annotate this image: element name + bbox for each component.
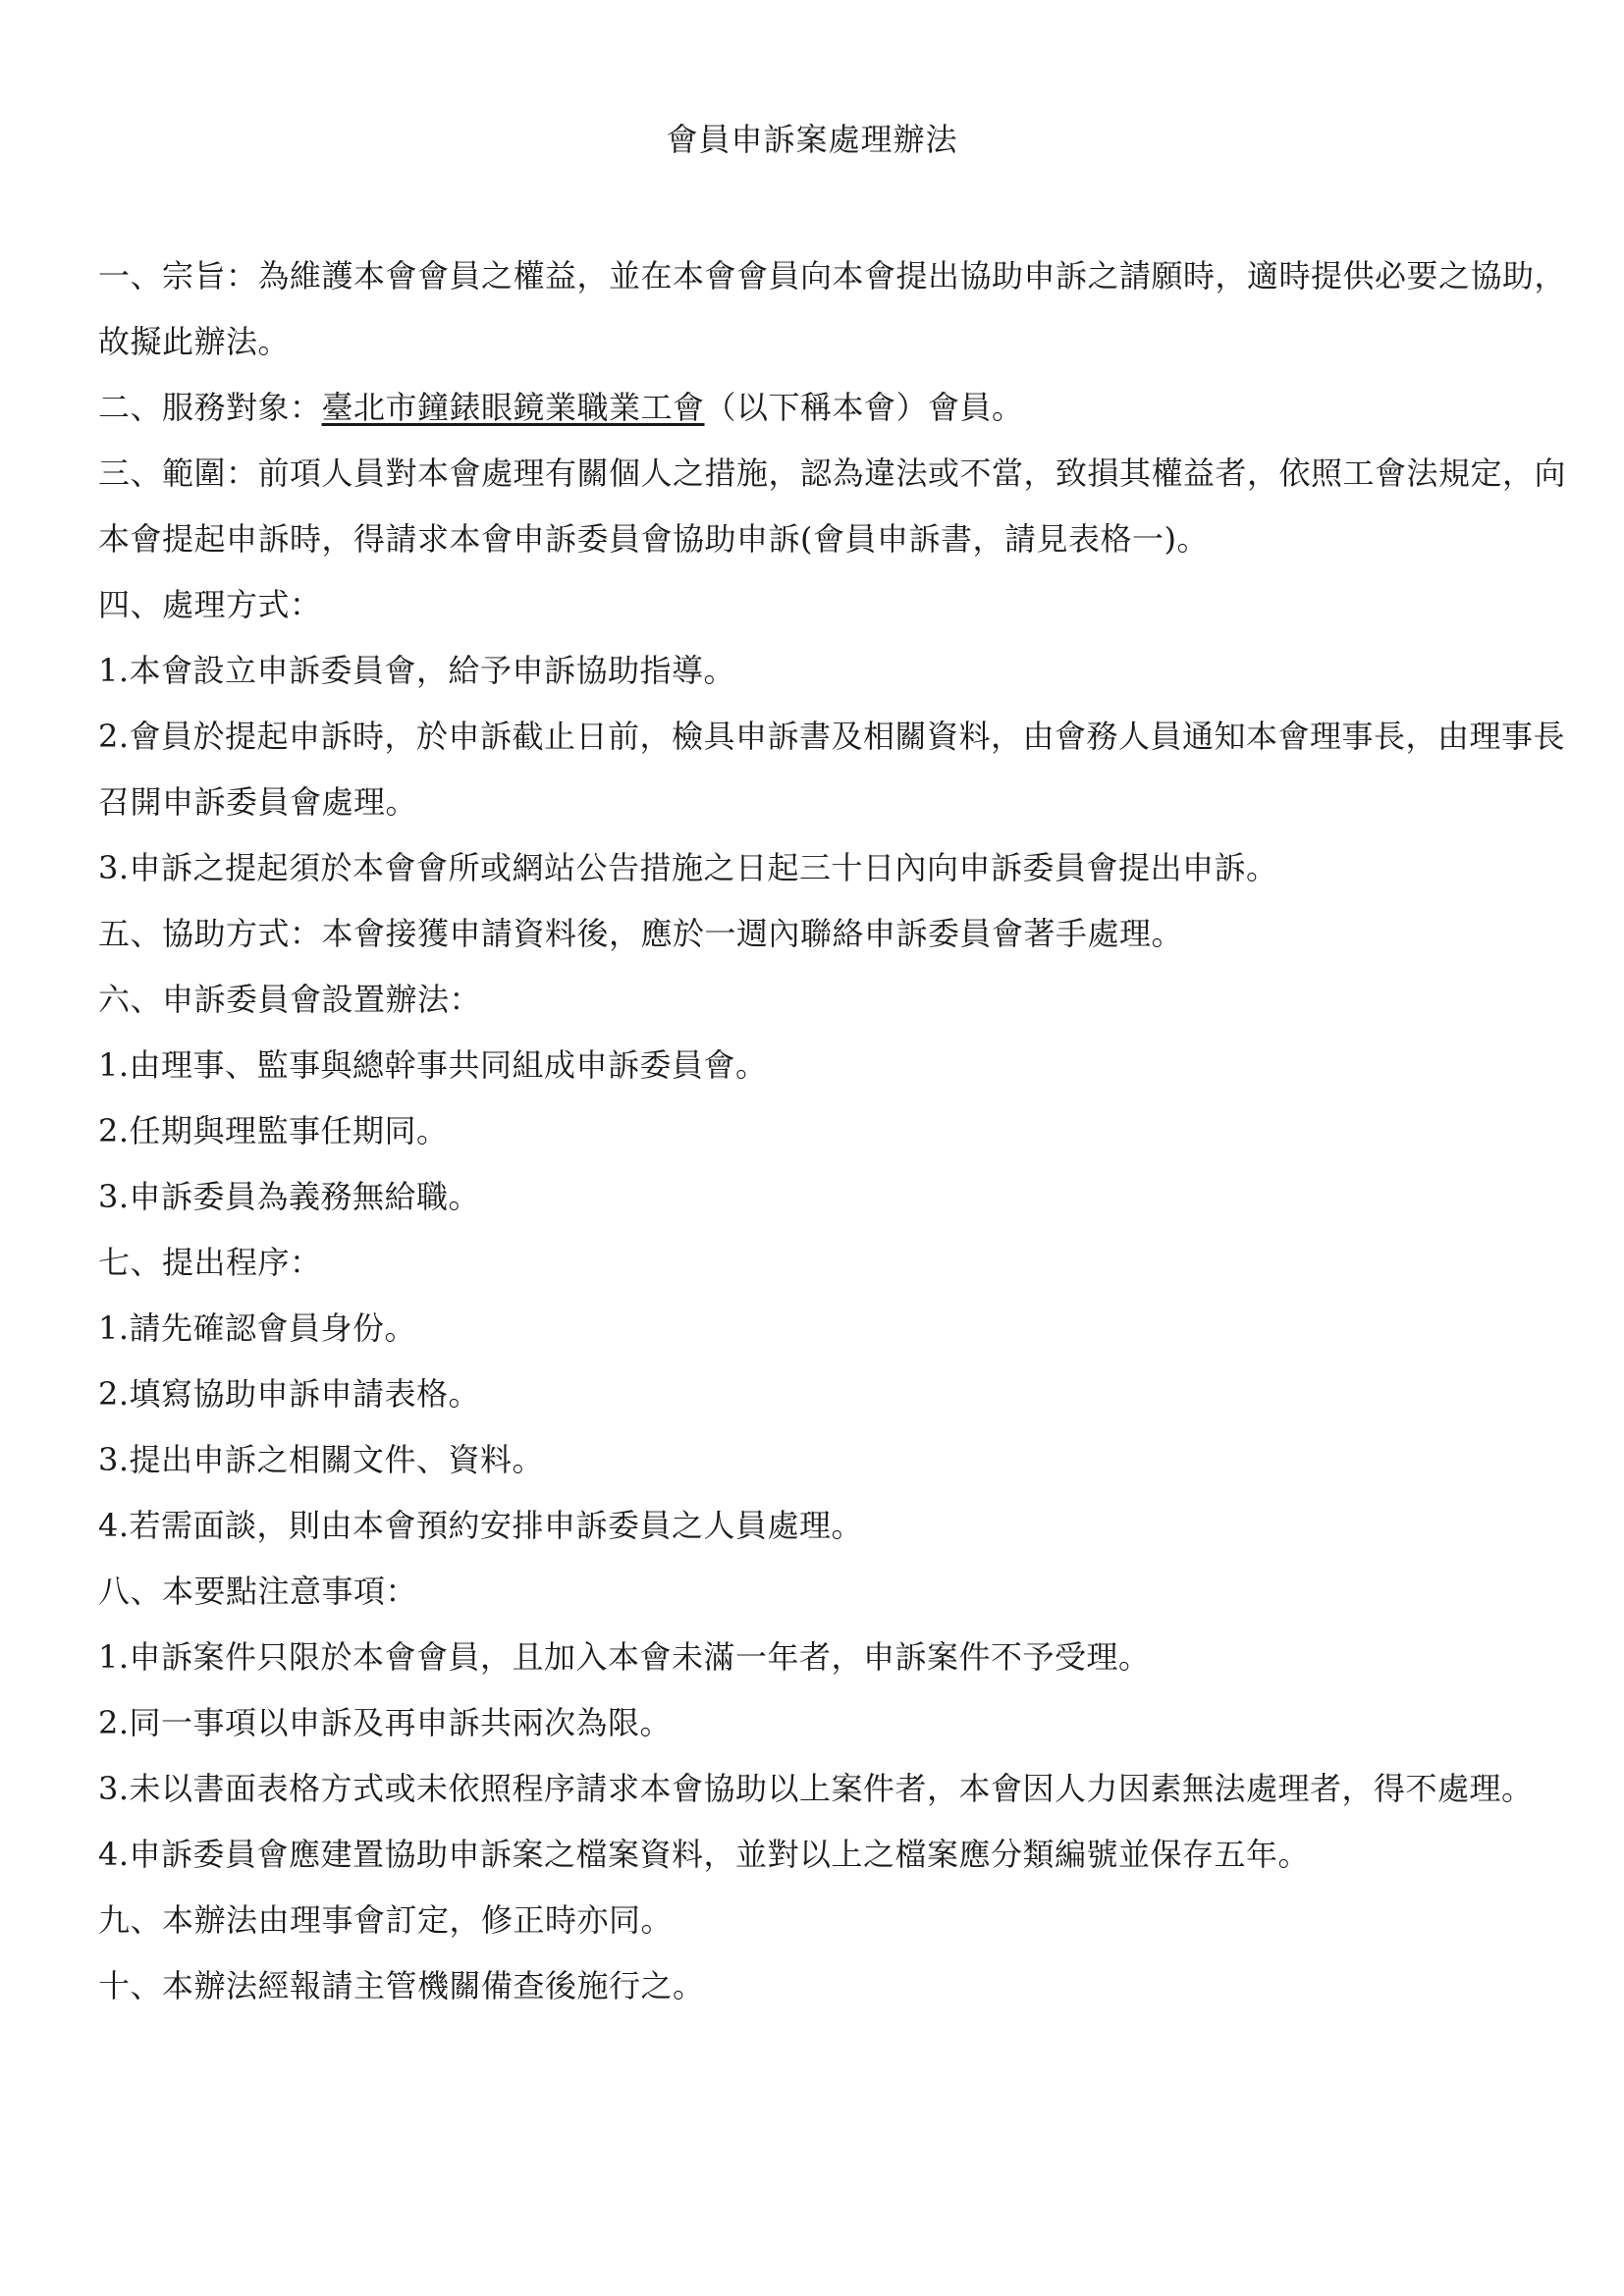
service-target-prefix: 二、服務對象： bbox=[98, 389, 322, 426]
section-committee-heading: 六、申訴委員會設置辦法： bbox=[98, 981, 482, 1018]
notes-item-1: 1.申訴案件只限於本會會員，且加入本會未滿一年者，申訴案件不予受理。 bbox=[98, 1638, 1151, 1676]
handling-item-2-line-1: 2.會員於提起申訴時，於申訴截止日前，檢具申訴書及相關資料，由會務人員通知本會理事長，由理事長 bbox=[98, 718, 1566, 755]
section-procedure-heading: 七、提出程序： bbox=[98, 1244, 322, 1281]
section-handling-heading: 四、處理方式： bbox=[98, 586, 322, 623]
document-body bbox=[98, 243, 1567, 2019]
service-target-suffix: （以下稱本會）會員。 bbox=[704, 389, 1024, 426]
committee-item-3: 3.申訴委員為義務無給職。 bbox=[98, 1178, 481, 1215]
section-purpose-line-2: 故擬此辦法。 bbox=[98, 323, 291, 360]
section-amendment: 九、本辦法由理事會訂定，修正時亦同。 bbox=[98, 1901, 674, 1939]
section-assistance: 五、協助方式：本會接獲申請資料後，應於一週內聯絡申訴委員會著手處理。 bbox=[98, 915, 1184, 952]
organization-name: 臺北市鐘錶眼鏡業職業工會 bbox=[321, 389, 705, 426]
procedure-item-3: 3.提出申訴之相關文件、資料。 bbox=[98, 1441, 545, 1478]
procedure-item-4: 4.若需面談，則由本會預約安排申訴委員之人員處理。 bbox=[98, 1507, 864, 1544]
notes-item-2: 2.同一事項以申訴及再申訴共兩次為限。 bbox=[98, 1704, 673, 1741]
procedure-item-1: 1.請先確認會員身份。 bbox=[98, 1309, 417, 1347]
handling-item-3: 3.申訴之提起須於本會會所或網站公告措施之日起三十日內向申訴委員會提出申訴。 bbox=[98, 849, 1278, 886]
notes-item-3: 3.未以書面表格方式或未依照程序請求本會協助以上案件者，本會因人力因素無法處理者，得不處理。 bbox=[98, 1770, 1534, 1807]
section-notes-heading: 八、本要點注意事項： bbox=[98, 1573, 418, 1610]
handling-item-1: 1.本會設立申訴委員會，給予申訴協助指導。 bbox=[98, 652, 736, 689]
procedure-item-2: 2.填寫協助申訴申請表格。 bbox=[98, 1375, 481, 1413]
section-enforcement: 十、本辦法經報請主管機關備查後施行之。 bbox=[98, 1967, 705, 2004]
section-purpose-line-1: 一、宗旨：為維護本會會員之權益，並在本會會員向本會提出協助申訴之請願時，適時提供必要之協助， bbox=[98, 257, 1567, 294]
committee-item-2: 2.任期與理監事任期同。 bbox=[98, 1112, 449, 1149]
section-service-target bbox=[98, 375, 1532, 441]
handling-item-2-line-2: 召開申訴委員會處理。 bbox=[98, 783, 418, 821]
notes-item-4: 4.申訴委員會應建置協助申訴案之檔案資料，並對以上之檔案應分類編號並保存五年。 bbox=[98, 1836, 1311, 1873]
document-title: 會員申訴案處理辦法 bbox=[666, 121, 958, 158]
section-scope-line-1: 三、範圍：前項人員對本會處理有關個人之措施，認為違法或不當，致損其權益者，依照工會法規定，向 bbox=[98, 454, 1567, 492]
committee-item-1: 1.由理事、監事與總幹事共同組成申訴委員會。 bbox=[98, 1046, 768, 1084]
section-scope-line-2: 本會提起申訴時，得請求本會申訴委員會協助申訴(會員申訴書，請見表格一)。 bbox=[98, 520, 1209, 558]
